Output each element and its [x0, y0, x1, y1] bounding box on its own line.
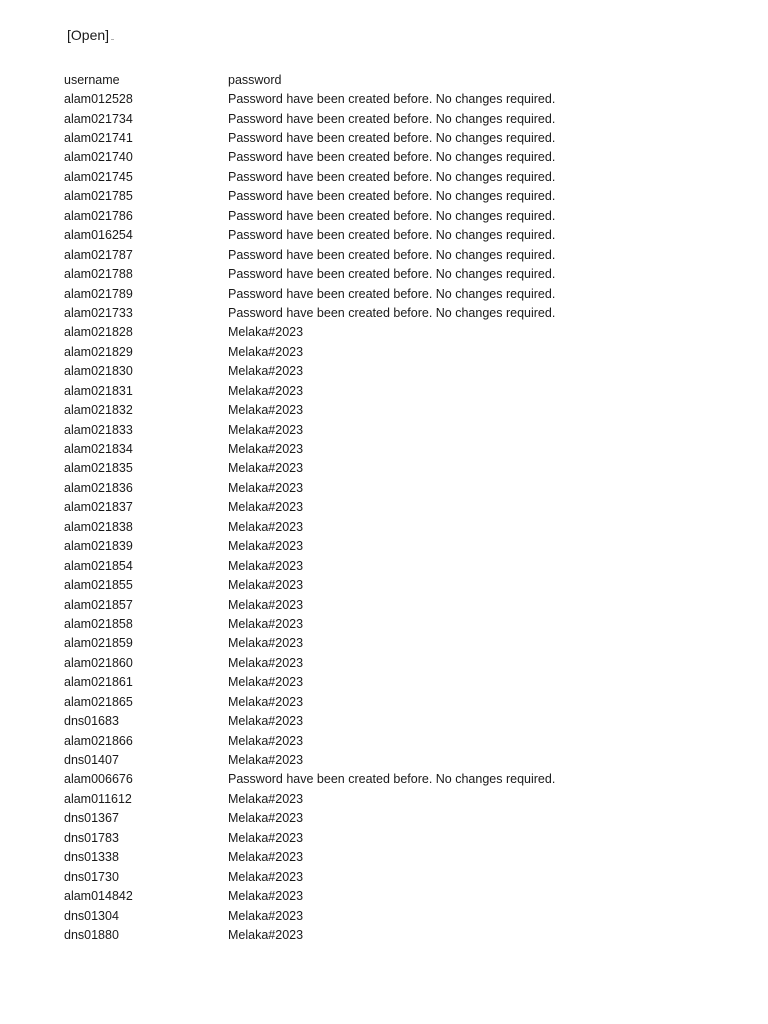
password-cell: Melaka#2023: [228, 791, 304, 806]
table-row: [64, 925, 704, 944]
password-cell: Password have been created before. No changes required.: [228, 208, 556, 223]
table-row: [64, 906, 704, 925]
table-row: [64, 595, 704, 614]
password-cell: Melaka#2023: [228, 636, 304, 651]
password-cell: Melaka#2023: [228, 597, 304, 612]
username-cell: alam021859: [64, 636, 133, 651]
username-cell: alam021837: [64, 500, 133, 515]
header-username: username: [64, 72, 120, 87]
table-header-row: [64, 70, 704, 89]
username-cell: dns01407: [64, 753, 119, 768]
username-cell: alam011612: [64, 791, 132, 806]
username-cell: alam021745: [64, 169, 133, 184]
password-cell: Melaka#2023: [228, 500, 304, 515]
table-row: [64, 770, 704, 789]
table-row: [64, 439, 704, 458]
password-cell: Melaka#2023: [228, 830, 304, 845]
password-cell: Password have been created before. No changes required.: [228, 228, 556, 243]
table-row: [64, 303, 704, 322]
table-row: [64, 789, 704, 808]
table-row: [64, 400, 704, 419]
password-cell: Melaka#2023: [228, 616, 304, 631]
table-row: [64, 848, 704, 867]
password-cell: Melaka#2023: [228, 811, 304, 826]
table-row: [64, 89, 704, 108]
table-row: [64, 362, 704, 381]
password-cell: Melaka#2023: [228, 714, 304, 729]
table-row: [64, 711, 704, 730]
table-row: [64, 245, 704, 264]
username-cell: alam021832: [64, 403, 133, 418]
table-row: [64, 867, 704, 886]
username-cell: alam021741: [64, 131, 133, 146]
password-cell: Melaka#2023: [228, 908, 304, 923]
username-cell: alam016254: [64, 228, 133, 243]
username-cell: alam021855: [64, 578, 133, 593]
table-row: [64, 556, 704, 575]
username-cell: dns01338: [64, 850, 119, 865]
classification-label: [67, 26, 114, 44]
password-cell: Password have been created before. No changes required.: [228, 267, 556, 282]
password-cell: Melaka#2023: [228, 578, 304, 593]
username-cell: alam021829: [64, 344, 133, 359]
password-cell: Password have been created before. No changes required.: [228, 305, 556, 320]
username-cell: alam021833: [64, 422, 133, 437]
password-cell: Melaka#2023: [228, 927, 304, 942]
password-cell: Melaka#2023: [228, 461, 304, 476]
username-cell: alam006676: [64, 772, 133, 787]
table-row: [64, 653, 704, 672]
password-cell: Password have been created before. No changes required.: [228, 92, 556, 107]
table-row: [64, 206, 704, 225]
table-row: [64, 575, 704, 594]
username-cell: dns01783: [64, 830, 119, 845]
password-cell: Password have been created before. No changes required.: [228, 131, 556, 146]
table-row: [64, 420, 704, 439]
username-cell: alam021834: [64, 442, 133, 457]
username-cell: alam021828: [64, 325, 133, 340]
password-cell: Melaka#2023: [228, 889, 304, 904]
table-row: [64, 284, 704, 303]
credentials-table: [64, 70, 704, 945]
table-row: [64, 634, 704, 653]
table-row: [64, 692, 704, 711]
password-cell: Melaka#2023: [228, 655, 304, 670]
password-cell: Password have been created before. No changes required.: [228, 189, 556, 204]
table-row: [64, 187, 704, 206]
table-row: [64, 323, 704, 342]
username-cell: alam021785: [64, 189, 133, 204]
username-cell: dns01683: [64, 714, 119, 729]
username-cell: alam021788: [64, 267, 133, 282]
table-row: [64, 731, 704, 750]
password-cell: Melaka#2023: [228, 539, 304, 554]
username-cell: alam021831: [64, 383, 133, 398]
table-row: [64, 673, 704, 692]
table-row: [64, 809, 704, 828]
username-cell: alam012528: [64, 92, 133, 107]
username-cell: alam021733: [64, 305, 133, 320]
table-row: [64, 537, 704, 556]
table-row: [64, 381, 704, 400]
header-password: password: [228, 72, 282, 87]
username-cell: alam021839: [64, 539, 133, 554]
password-cell: Melaka#2023: [228, 442, 304, 457]
table-body: [64, 89, 704, 944]
password-cell: Password have been created before. No changes required.: [228, 111, 556, 126]
table-row: [64, 478, 704, 497]
username-cell: alam021857: [64, 597, 133, 612]
password-cell: Melaka#2023: [228, 422, 304, 437]
username-cell: alam021740: [64, 150, 133, 165]
password-cell: Melaka#2023: [228, 364, 304, 379]
classification-text: [Open]: [67, 27, 110, 43]
username-cell: alam021860: [64, 655, 133, 670]
table-row: [64, 264, 704, 283]
password-cell: Password have been created before. No changes required.: [228, 169, 556, 184]
username-cell: dns01730: [64, 869, 119, 884]
password-cell: Melaka#2023: [228, 325, 304, 340]
username-cell: alam021861: [64, 675, 133, 690]
username-cell: dns01304: [64, 908, 119, 923]
username-cell: alam021865: [64, 694, 133, 709]
password-cell: Melaka#2023: [228, 869, 304, 884]
password-cell: Password have been created before. No changes required.: [228, 150, 556, 165]
table-row: [64, 517, 704, 536]
username-cell: alam021854: [64, 558, 133, 573]
username-cell: alam021734: [64, 111, 133, 126]
table-row: [64, 886, 704, 905]
password-cell: Melaka#2023: [228, 558, 304, 573]
table-row: [64, 128, 704, 147]
username-cell: dns01367: [64, 811, 119, 826]
username-cell: alam021836: [64, 480, 133, 495]
table-row: [64, 498, 704, 517]
password-cell: Melaka#2023: [228, 850, 304, 865]
table-row: [64, 459, 704, 478]
password-cell: Melaka#2023: [228, 480, 304, 495]
table-row: [64, 167, 704, 186]
username-cell: alam021786: [64, 208, 133, 223]
username-cell: alam021866: [64, 733, 133, 748]
table-row: [64, 750, 704, 769]
table-row: [64, 828, 704, 847]
password-cell: Password have been created before. No changes required.: [228, 286, 556, 301]
password-cell: Melaka#2023: [228, 753, 304, 768]
table-row: [64, 342, 704, 361]
password-cell: Melaka#2023: [228, 344, 304, 359]
username-cell: alam021835: [64, 461, 133, 476]
username-cell: alam021838: [64, 519, 133, 534]
table-row: [64, 614, 704, 633]
password-cell: Melaka#2023: [228, 403, 304, 418]
username-cell: alam021830: [64, 364, 133, 379]
password-cell: Melaka#2023: [228, 694, 304, 709]
username-cell: alam021858: [64, 616, 133, 631]
username-cell: alam021787: [64, 247, 133, 262]
table-row: [64, 109, 704, 128]
username-cell: dns01880: [64, 927, 119, 942]
password-cell: Melaka#2023: [228, 519, 304, 534]
table-row: [64, 148, 704, 167]
username-cell: alam021789: [64, 286, 133, 301]
password-cell: Melaka#2023: [228, 675, 304, 690]
password-cell: Password have been created before. No changes required.: [228, 772, 556, 787]
cursor-mark-icon: [111, 39, 114, 40]
password-cell: Melaka#2023: [228, 383, 304, 398]
password-cell: Password have been created before. No changes required.: [228, 247, 556, 262]
username-cell: alam014842: [64, 889, 133, 904]
table-row: [64, 226, 704, 245]
password-cell: Melaka#2023: [228, 733, 304, 748]
